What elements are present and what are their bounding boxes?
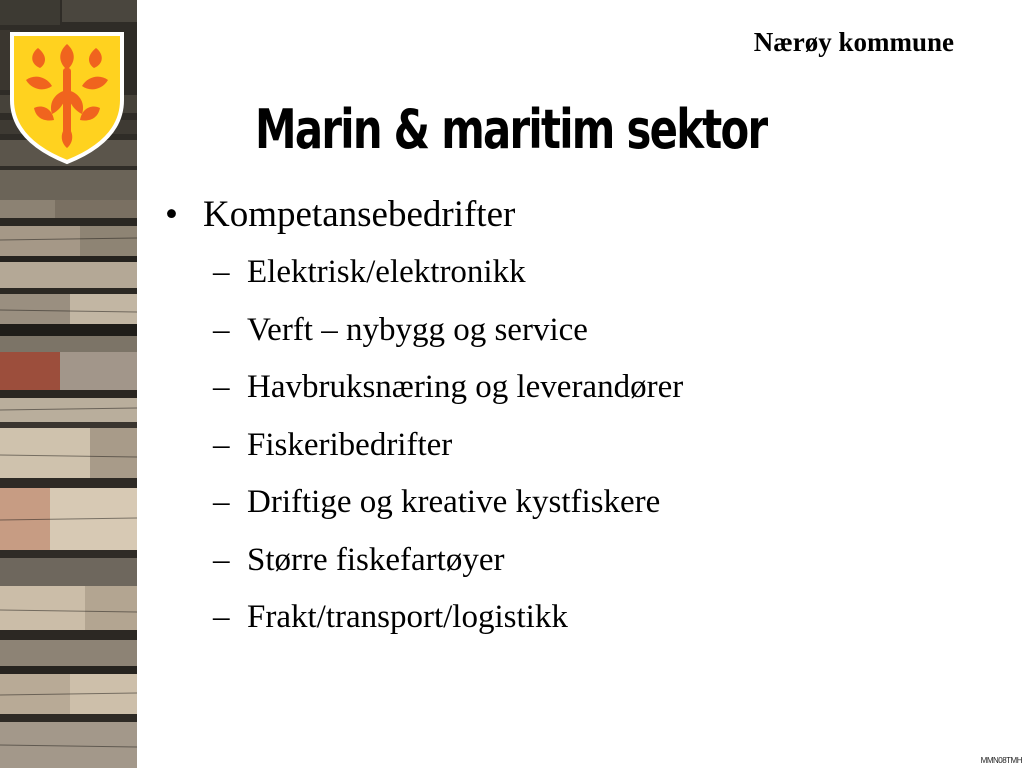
footer-mark: MMN08TMH bbox=[980, 756, 1022, 765]
sub-bullet-item bbox=[213, 532, 683, 590]
dash-marker: – bbox=[213, 426, 230, 463]
dash-marker: – bbox=[213, 369, 230, 405]
sub-bullet-text: Havbruksnæring og leverandører bbox=[247, 369, 684, 405]
coat-of-arms-icon bbox=[8, 30, 126, 166]
sub-bullet-item bbox=[213, 589, 683, 647]
sub-bullet-item bbox=[213, 359, 683, 417]
bullet-text: Kompetansebedrifter bbox=[203, 194, 516, 235]
sub-bullet-text: Elektrisk/elektronikk bbox=[247, 254, 526, 290]
dash-marker: – bbox=[213, 541, 230, 578]
bullet-item-main bbox=[165, 190, 683, 647]
sub-bullet-text: Driftige og kreative kystfiskere bbox=[247, 484, 661, 520]
sub-bullet-text: Fiskeribedrifter bbox=[247, 426, 453, 463]
sub-bullet-item bbox=[213, 302, 683, 360]
dash-marker: – bbox=[213, 254, 230, 290]
bullet-marker: • bbox=[165, 194, 178, 235]
dash-marker: – bbox=[213, 311, 230, 348]
slide-title: Marin & maritim sektor bbox=[255, 98, 767, 161]
sub-bullet-item bbox=[213, 417, 683, 475]
bullet-list bbox=[165, 190, 683, 647]
sub-bullet-text: Verft – nybygg og service bbox=[247, 311, 588, 348]
sub-bullet-text: Frakt/transport/logistikk bbox=[247, 599, 568, 635]
organization-name: Nærøy kommune bbox=[753, 27, 954, 57]
dash-marker: – bbox=[213, 599, 230, 635]
sub-bullet-item bbox=[213, 244, 683, 302]
sub-bullet-list bbox=[165, 244, 683, 647]
dash-marker: – bbox=[213, 484, 230, 520]
sub-bullet-item bbox=[213, 474, 683, 532]
sub-bullet-text: Større fiskefartøyer bbox=[247, 541, 505, 578]
